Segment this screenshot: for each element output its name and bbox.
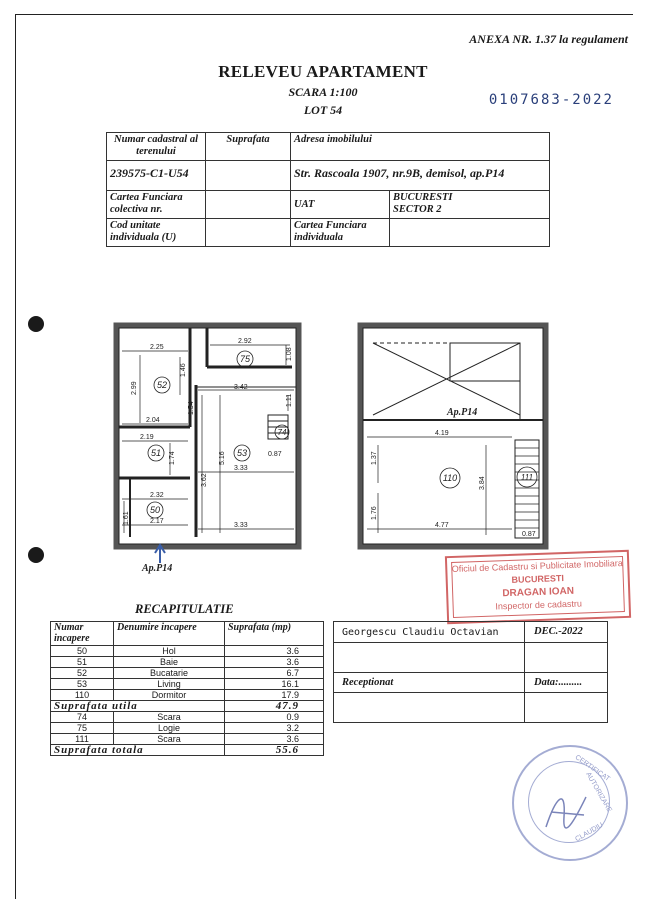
author-date: DEC.-2022: [534, 626, 583, 637]
punch-hole-top: [28, 316, 44, 332]
signature-row-line: [334, 692, 607, 693]
authorization-round-stamp: [512, 745, 628, 861]
cadastre-official-stamp: [445, 550, 631, 624]
dim-0-87: 0.87: [268, 451, 282, 458]
stamp-inner-border: [451, 556, 625, 618]
uat-label: UAT: [291, 191, 390, 219]
signature-box: [333, 621, 608, 723]
dim-1-11: 1.11: [286, 393, 293, 407]
dim-5-16: 5.16: [219, 451, 226, 465]
uat-value: [390, 191, 550, 219]
table-row: 75 Logie 3.2: [51, 723, 324, 734]
table-row: 110 Dormitor 17.9: [51, 690, 324, 701]
room-label-50: 50: [149, 505, 161, 515]
stamp-line-city: BUCURESTI: [511, 573, 565, 585]
receptionat-label: Receptionat: [342, 677, 394, 688]
dim-1-54: 1.54: [188, 401, 195, 415]
room-label-111: 111: [520, 473, 534, 482]
cf-individual-value: [390, 219, 550, 247]
document-title: RELEVEU APARTAMENT: [218, 62, 428, 81]
dim-2-99: 2.99: [131, 381, 138, 395]
cf-individual-label: Cartea Funciara individuala: [291, 219, 390, 247]
dim-1-76: 1.76: [371, 506, 378, 520]
punch-hole-bottom: [28, 547, 44, 563]
address-label: Adresa imobilului: [291, 133, 550, 161]
signature-row-line: [334, 642, 607, 643]
recap-title: RECAPITULATIE: [135, 602, 234, 616]
signature-row-line: [334, 672, 607, 673]
table-row: 53 Living 16.1: [51, 679, 324, 690]
right-plan-apartment-label: Ap.P14: [447, 407, 478, 418]
cf-collective-value: [206, 191, 291, 219]
dim-4-19: 4.19: [435, 430, 449, 437]
dim-2-92: 2.92: [238, 338, 252, 345]
room-label-110: 110: [442, 473, 458, 483]
stamp-text-name: CLAUDIU: [574, 821, 605, 844]
cadastral-info-table: [106, 132, 550, 247]
dim-2-32: 2.32: [150, 492, 164, 499]
address-value: Str. Rascoala 1907, nr.9B, demisol, ap.P14: [291, 161, 550, 191]
table-row: 74 Scara 0.9: [51, 712, 324, 723]
recap-header-name: Denumire incapere: [114, 622, 225, 646]
dim-1-74: 1.74: [169, 451, 176, 465]
uat-city: BUCURESTI: [393, 192, 453, 203]
recap-table: [50, 621, 324, 756]
cadastral-label: Numar cadastral al terenului: [107, 133, 206, 161]
cadastral-value: 239575-C1-U54: [107, 161, 206, 191]
entrance-label: Ap.P14: [142, 563, 173, 574]
room-label-74: 74: [277, 428, 287, 437]
reception-date-text: Data:: [534, 677, 559, 688]
room-label-51: 51: [150, 448, 162, 458]
stamp-text-certificate: CERTIFICAT: [573, 753, 611, 784]
dim-2-04: 2.04: [146, 417, 160, 424]
dim-3-42: 3.42: [234, 384, 248, 391]
table-row: 111 Scara 3.6: [51, 734, 324, 745]
stamp-line-name: DRAGAN IOAN: [502, 585, 575, 600]
stamp-line-office: Oficiul de Cadastru si Publicitate Imobiliara: [451, 558, 623, 574]
dim-2-17: 2.17: [150, 518, 164, 525]
dim-0-87-right: 0.87: [522, 531, 536, 538]
table-row: 52 Bucatarie 6.7: [51, 668, 324, 679]
uat-sector: SECTOR 2: [393, 204, 442, 215]
recap-header-area: Suprafata (mp): [225, 622, 324, 646]
cf-collective-label: Cartea Funciara colectiva nr.: [107, 191, 206, 219]
annex-label: ANEXA NR. 1.37 la regulament: [469, 32, 628, 46]
stamp-line-role: Inspector de cadastru: [495, 598, 583, 612]
room-label-52: 52: [156, 380, 168, 390]
dim-3-84: 3.84: [479, 476, 486, 490]
dim-2-25: 2.25: [150, 344, 164, 351]
dim-4-77: 4.77: [435, 522, 449, 529]
signature-scribble-icon: [536, 777, 596, 837]
dim-1-37: 1.37: [371, 451, 378, 465]
dim-1-46: 1.46: [180, 363, 187, 377]
scale-label: SCARA 1:100: [288, 85, 358, 99]
serial-number: 0107683-2022: [488, 92, 614, 108]
reception-date-label: [534, 677, 582, 688]
dim-3-33-top: 3.33: [234, 465, 248, 472]
floor-plan-drawing: [110, 315, 550, 585]
total-area-row: Suprafata totala 55.6: [51, 745, 324, 756]
dim-3-62: 3.62: [201, 473, 208, 487]
recap-header-number: Numar incapere: [51, 622, 114, 646]
dim-1-61: 1.61: [123, 511, 130, 525]
table-row: 51 Baie 3.6: [51, 657, 324, 668]
room-label-75: 75: [239, 354, 251, 364]
area-label: Suprafata: [206, 133, 291, 161]
dim-3-33-bottom: 3.33: [234, 522, 248, 529]
author-name: Georgescu Claudiu Octavian: [342, 627, 499, 638]
stamp-text-authorization: AUTORIZARE: [584, 771, 613, 814]
unit-code-label: Cod unitate individuala (U): [107, 219, 206, 247]
right-plan: [360, 325, 546, 547]
reception-date-dots: .........: [558, 677, 583, 688]
unit-code-value: [206, 219, 291, 247]
area-value: [206, 161, 291, 191]
table-row: 50 Hol 3.6: [51, 646, 324, 657]
dim-1-08: 1.08: [286, 347, 293, 361]
lot-label: LOT 54: [303, 103, 343, 117]
useful-area-row: Suprafata utila 47.9: [51, 701, 324, 712]
dim-2-19: 2.19: [140, 434, 154, 441]
room-label-53: 53: [236, 448, 248, 458]
